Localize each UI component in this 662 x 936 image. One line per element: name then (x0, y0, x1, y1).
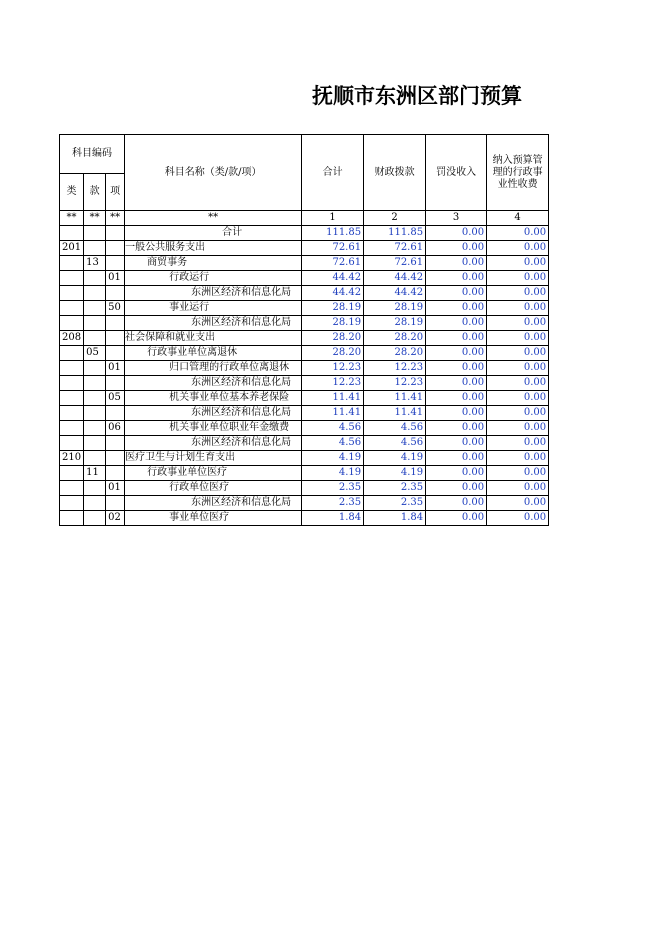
total-cell: 11.41 (302, 391, 364, 406)
table-row (60, 511, 549, 526)
appropriation-cell: 44.42 (364, 286, 426, 301)
code-kuan (84, 331, 106, 346)
index-cell: 4 (487, 211, 549, 226)
code-xiang: 50 (106, 301, 125, 316)
index-cell: 3 (426, 211, 487, 226)
fines-cell: 0.00 (426, 301, 487, 316)
fees-cell: 0.00 (487, 376, 549, 391)
table-row (60, 466, 549, 481)
fees-cell: 0.00 (487, 496, 549, 511)
table-row (60, 376, 549, 391)
item-name: 东洲区经济和信息化局 (125, 406, 302, 421)
index-cell: 1 (302, 211, 364, 226)
code-xiang (106, 331, 125, 346)
total-cell: 4.56 (302, 421, 364, 436)
code-kuan (84, 316, 106, 331)
item-name: 东洲区经济和信息化局 (125, 376, 302, 391)
total-cell: 12.23 (302, 361, 364, 376)
fines-cell: 0.00 (426, 451, 487, 466)
code-lei: 208 (60, 331, 84, 346)
fees-cell: 0.00 (487, 436, 549, 451)
item-name: 合计 (125, 226, 302, 241)
item-name: 东洲区经济和信息化局 (125, 316, 302, 331)
code-kuan (84, 511, 106, 526)
fines-cell: 0.00 (426, 376, 487, 391)
code-kuan (84, 226, 106, 241)
code-kuan (84, 436, 106, 451)
fines-cell: 0.00 (426, 316, 487, 331)
appropriation-cell: 2.35 (364, 496, 426, 511)
table-row (60, 271, 549, 286)
fines-cell: 0.00 (426, 361, 487, 376)
total-cell: 44.42 (302, 271, 364, 286)
code-lei (60, 316, 84, 331)
table-row (60, 316, 549, 331)
item-name: 医疗卫生与计划生育支出 (125, 451, 302, 466)
fees-cell: 0.00 (487, 391, 549, 406)
code-kuan (84, 286, 106, 301)
fines-cell: 0.00 (426, 271, 487, 286)
item-name: 东洲区经济和信息化局 (125, 286, 302, 301)
fines-cell: 0.00 (426, 466, 487, 481)
total-cell: 2.35 (302, 481, 364, 496)
fees-cell: 0.00 (487, 511, 549, 526)
code-kuan: 11 (84, 466, 106, 481)
code-xiang: 02 (106, 511, 125, 526)
appropriation-cell: 111.85 (364, 226, 426, 241)
total-cell: 2.35 (302, 496, 364, 511)
fines-cell: 0.00 (426, 481, 487, 496)
header-total: 合计 (302, 135, 364, 211)
code-kuan (84, 376, 106, 391)
table-row (60, 331, 549, 346)
code-lei (60, 361, 84, 376)
total-cell: 1.84 (302, 511, 364, 526)
fines-cell: 0.00 (426, 406, 487, 421)
code-kuan (84, 301, 106, 316)
fees-cell: 0.00 (487, 361, 549, 376)
code-lei (60, 301, 84, 316)
item-name: 归口管理的行政单位离退休 (125, 361, 302, 376)
code-lei (60, 406, 84, 421)
code-lei (60, 511, 84, 526)
table-row (60, 496, 549, 511)
code-kuan: 05 (84, 346, 106, 361)
fees-cell: 0.00 (487, 241, 549, 256)
table-row (60, 346, 549, 361)
code-lei (60, 286, 84, 301)
code-xiang (106, 451, 125, 466)
code-lei: 201 (60, 241, 84, 256)
appropriation-cell: 4.56 (364, 421, 426, 436)
fines-cell: 0.00 (426, 256, 487, 271)
fees-cell: 0.00 (487, 331, 549, 346)
header-admin-fees: 纳入预算管理的行政事业性收费 (487, 135, 549, 211)
appropriation-cell: 72.61 (364, 256, 426, 271)
code-xiang (106, 376, 125, 391)
item-name: 行政事业单位医疗 (125, 466, 302, 481)
code-kuan (84, 361, 106, 376)
header-appropriation: 财政拨款 (364, 135, 426, 211)
total-cell: 44.42 (302, 286, 364, 301)
item-name: 东洲区经济和信息化局 (125, 496, 302, 511)
table-row (60, 286, 549, 301)
item-name: 事业单位医疗 (125, 511, 302, 526)
index-cell: ** (84, 211, 106, 226)
fees-cell: 0.00 (487, 286, 549, 301)
item-name: 行政运行 (125, 271, 302, 286)
total-cell: 28.19 (302, 301, 364, 316)
fines-cell: 0.00 (426, 496, 487, 511)
fines-cell: 0.00 (426, 511, 487, 526)
code-xiang: 05 (106, 391, 125, 406)
code-kuan (84, 406, 106, 421)
appropriation-cell: 44.42 (364, 271, 426, 286)
appropriation-cell: 72.61 (364, 241, 426, 256)
code-xiang: 06 (106, 421, 125, 436)
code-kuan (84, 391, 106, 406)
code-lei (60, 256, 84, 271)
table-row (60, 256, 549, 271)
index-cell: ** (106, 211, 125, 226)
code-lei (60, 466, 84, 481)
code-xiang (106, 316, 125, 331)
table-row (60, 226, 549, 241)
appropriation-cell: 11.41 (364, 406, 426, 421)
appropriation-cell: 11.41 (364, 391, 426, 406)
table-row (60, 361, 549, 376)
fees-cell: 0.00 (487, 481, 549, 496)
fees-cell: 0.00 (487, 421, 549, 436)
code-xiang (106, 466, 125, 481)
item-name: 社会保障和就业支出 (125, 331, 302, 346)
code-lei (60, 391, 84, 406)
code-xiang: 01 (106, 481, 125, 496)
table-row (60, 391, 549, 406)
code-xiang (106, 406, 125, 421)
total-cell: 4.56 (302, 436, 364, 451)
code-lei (60, 436, 84, 451)
code-lei (60, 481, 84, 496)
fines-cell: 0.00 (426, 421, 487, 436)
fines-cell: 0.00 (426, 436, 487, 451)
code-kuan (84, 241, 106, 256)
header-name: 科目名称（类/款/项） (125, 135, 302, 211)
header-code-group: 科目编码 (60, 135, 125, 174)
header-kuan: 款 (84, 174, 106, 211)
total-cell: 72.61 (302, 241, 364, 256)
item-name: 行政事业单位离退休 (125, 346, 302, 361)
appropriation-cell: 12.23 (364, 361, 426, 376)
fines-cell: 0.00 (426, 241, 487, 256)
fees-cell: 0.00 (487, 256, 549, 271)
code-xiang (106, 226, 125, 241)
fines-cell: 0.00 (426, 331, 487, 346)
appropriation-cell: 2.35 (364, 481, 426, 496)
item-name: 事业运行 (125, 301, 302, 316)
appropriation-cell: 28.19 (364, 316, 426, 331)
index-cell: ** (125, 211, 302, 226)
code-kuan (84, 496, 106, 511)
fines-cell: 0.00 (426, 226, 487, 241)
code-xiang (106, 256, 125, 271)
total-cell: 28.19 (302, 316, 364, 331)
total-cell: 4.19 (302, 466, 364, 481)
appropriation-cell: 4.56 (364, 436, 426, 451)
total-cell: 28.20 (302, 346, 364, 361)
code-lei: 210 (60, 451, 84, 466)
code-xiang (106, 241, 125, 256)
total-cell: 11.41 (302, 406, 364, 421)
fines-cell: 0.00 (426, 346, 487, 361)
header-lei: 类 (60, 174, 84, 211)
code-lei (60, 271, 84, 286)
total-cell: 28.20 (302, 331, 364, 346)
code-xiang (106, 496, 125, 511)
code-lei (60, 346, 84, 361)
code-xiang (106, 286, 125, 301)
item-name: 东洲区经济和信息化局 (125, 436, 302, 451)
fees-cell: 0.00 (487, 316, 549, 331)
total-cell: 72.61 (302, 256, 364, 271)
item-name: 商贸事务 (125, 256, 302, 271)
code-xiang (106, 346, 125, 361)
fees-cell: 0.00 (487, 406, 549, 421)
item-name: 一般公共服务支出 (125, 241, 302, 256)
fees-cell: 0.00 (487, 271, 549, 286)
index-cell: 2 (364, 211, 426, 226)
code-lei (60, 421, 84, 436)
fees-cell: 0.00 (487, 301, 549, 316)
fees-cell: 0.00 (487, 346, 549, 361)
page-title: 抚顺市东洲区部门预算 (312, 84, 522, 108)
appropriation-cell: 28.20 (364, 331, 426, 346)
table-row (60, 406, 549, 421)
header-xiang: 项 (106, 174, 125, 211)
item-name: 机关事业单位职业年金缴费 (125, 421, 302, 436)
total-cell: 12.23 (302, 376, 364, 391)
code-xiang: 01 (106, 271, 125, 286)
table-row (60, 301, 549, 316)
index-row (60, 211, 549, 226)
total-cell: 111.85 (302, 226, 364, 241)
appropriation-cell: 28.19 (364, 301, 426, 316)
fees-cell: 0.00 (487, 451, 549, 466)
fees-cell: 0.00 (487, 226, 549, 241)
code-xiang (106, 436, 125, 451)
item-name: 行政单位医疗 (125, 481, 302, 496)
code-kuan (84, 451, 106, 466)
table-row (60, 241, 549, 256)
table-row (60, 421, 549, 436)
index-cell: ** (60, 211, 84, 226)
fines-cell: 0.00 (426, 391, 487, 406)
code-lei (60, 226, 84, 241)
table-row (60, 481, 549, 496)
header-fines: 罚没收入 (426, 135, 487, 211)
appropriation-cell: 28.20 (364, 346, 426, 361)
code-kuan (84, 421, 106, 436)
code-kuan (84, 271, 106, 286)
code-kuan (84, 481, 106, 496)
item-name: 机关事业单位基本养老保险 (125, 391, 302, 406)
fees-cell: 0.00 (487, 466, 549, 481)
appropriation-cell: 1.84 (364, 511, 426, 526)
table-row (60, 436, 549, 451)
code-kuan: 13 (84, 256, 106, 271)
code-lei (60, 496, 84, 511)
total-cell: 4.19 (302, 451, 364, 466)
appropriation-cell: 12.23 (364, 376, 426, 391)
fines-cell: 0.00 (426, 286, 487, 301)
appropriation-cell: 4.19 (364, 466, 426, 481)
budget-table (59, 134, 549, 526)
code-lei (60, 376, 84, 391)
table-row (60, 451, 549, 466)
appropriation-cell: 4.19 (364, 451, 426, 466)
code-xiang: 01 (106, 361, 125, 376)
